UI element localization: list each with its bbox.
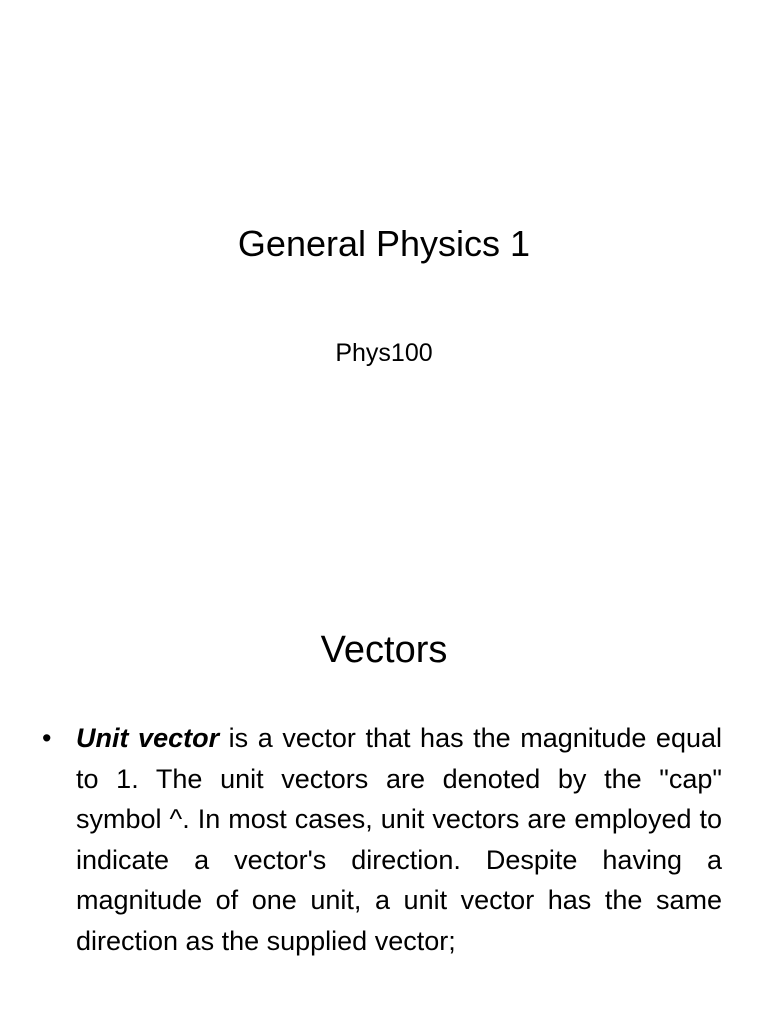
bullet-marker: • bbox=[42, 723, 52, 753]
bullet-term: Unit vector bbox=[76, 723, 220, 753]
slide-heading: Vectors bbox=[320, 629, 448, 671]
bullet-list bbox=[42, 718, 722, 961]
bullet-text: is a vector that has the magnitude equal to 1. The unit vectors are denoted by the "cap" symbol ^. In most cases, unit vectors are employed to indicate a vector's direction. Despite having a magnitude of one unit, a unit vector has the same direction as the supplied vector; bbox=[76, 723, 722, 956]
slide-subtitle: Phys100 bbox=[335, 339, 433, 367]
bullet-item bbox=[42, 718, 722, 961]
content-slide bbox=[0, 576, 768, 1024]
slide-title: General Physics 1 bbox=[237, 223, 531, 264]
